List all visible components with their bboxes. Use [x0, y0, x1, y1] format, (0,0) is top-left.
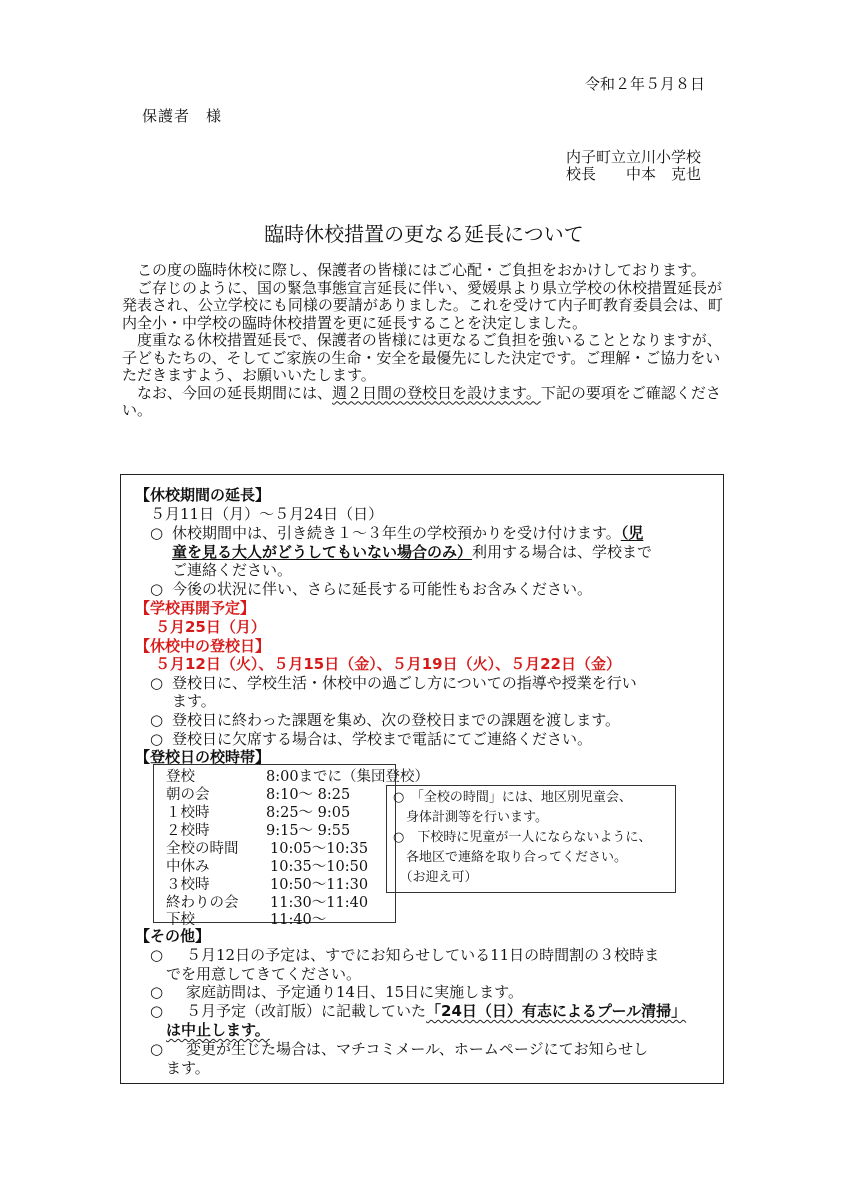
schedule-label: ３校時: [166, 877, 210, 893]
attendance-bullet-1: [150, 672, 637, 693]
schedule-label: ２校時: [166, 823, 210, 839]
bullet-text: 休校期間中は、引き続き１～３年生の学校預かりを受け付けます。: [172, 524, 621, 542]
emphasis-text: 童を見る大人がどうしてもいない場合のみ）: [172, 543, 473, 561]
note-line: ○ 「全校の時間」には、地区別児童会、: [393, 790, 632, 805]
bullet-text: 利用する場合は、学校まで: [472, 543, 653, 561]
closure-bullet-2: [150, 578, 592, 599]
schedule-label: １校時: [166, 805, 210, 821]
bullet-icon: ○: [150, 580, 164, 598]
intro-paragraph: [122, 385, 734, 420]
bullet-text: 変更が生じた場合は、マチコミメール、ホームページにてお知らせし: [186, 1040, 649, 1058]
bullet-icon: ○: [150, 730, 164, 748]
attendance-dates: ５月12日（火）、５月15日（金）、５月19日（火）、５月22日（金）: [155, 655, 621, 673]
schedule-label: 朝の会: [166, 787, 210, 803]
schedule-heading: 【登校日の校時帯】: [135, 748, 271, 766]
bullet-text: 登校日に、学校生活・休校中の過ごし方についての指導や授業を行い: [172, 674, 637, 692]
schedule-time: 8:25～ 9:05: [266, 805, 351, 821]
closure-period: ５月11日（月）～５月24日（日）: [150, 505, 384, 523]
schedule-label: 登校: [166, 769, 195, 785]
bullet-icon: ○: [150, 524, 164, 542]
schedule-label: 下校: [166, 912, 195, 928]
other-bullet-4-cont: ます。: [166, 1059, 210, 1077]
bullet-icon: ○: [150, 674, 164, 692]
other-bullet-1-cont: でを用意してきてください。: [166, 965, 362, 983]
intro-text: 下記の要項をご確認ください。: [122, 383, 721, 419]
schedule-time: 10:05～10:35: [270, 841, 369, 857]
bullet-icon: ○: [150, 1002, 164, 1020]
intro-paragraph: この度の臨時休校に際し、保護者の皆様にはご心配・ご負担をおかけしております。: [137, 261, 706, 279]
intro-text: なお、今回の延長期間には、: [137, 383, 333, 402]
intro-body: [122, 262, 734, 420]
bullet-text: ５月予定（改訂版）に記載していた: [186, 1002, 427, 1020]
other-bullet-3-cont: は中止します。: [166, 1021, 270, 1039]
reopen-date: ５月25日（月）: [155, 618, 266, 636]
attendance-bullet-1-cont: ます。: [172, 692, 216, 710]
attendance-bullet-2: [150, 709, 620, 730]
attendance-heading: 【休校中の登校日】: [135, 637, 271, 655]
intro-paragraph: 度重なる休校措置延長で、保護者の皆様には更なるご負担を強いることとなりますが、子どもたちの、そしてご家族の生命・安全を最優先にした決定です。ご理解・ご協力をいただきますよう、お願いいたします。: [122, 331, 722, 384]
document-title: 臨時休校措置の更なる延長について: [264, 222, 584, 246]
schedule-time: 8:10～ 8:25: [266, 787, 351, 803]
schedule-time: 10:35～10:50: [270, 859, 369, 875]
schedule-label: 全校の時間: [166, 841, 239, 857]
bullet-text: 今後の状況に伴い、さらに延長する可能性もお含みください。: [172, 580, 593, 598]
closure-heading: 【休校期間の延長】: [135, 486, 271, 504]
other-bullet-1: [150, 944, 659, 965]
note-line: 身体計測等を行います。: [393, 810, 548, 825]
bullet-text: 家庭訪問は、予定通り14日、15日に実施します。: [186, 983, 523, 1001]
emphasis-text: 「24日（日）有志によるプール清掃」: [426, 1002, 687, 1020]
schedule-time: 8:00までに（集団登校）: [266, 769, 430, 785]
note-line: ○ 下校時に児童が一人にならないように、: [393, 830, 652, 845]
closure-bullet-1-cont2: ご連絡ください。: [172, 561, 293, 579]
schedule-note-box: [386, 785, 676, 893]
bullet-icon: ○: [150, 946, 164, 964]
bullet-text: ５月12日の予定は、すでにお知らせしている11日の時間割の３校時ま: [186, 946, 660, 964]
other-heading: 【その他】: [135, 927, 211, 945]
bullet-text: 登校日に欠席する場合は、学校まで電話にてご連絡ください。: [172, 730, 593, 748]
recipient: 保護者 様: [142, 107, 223, 125]
principal-name: 校長 中本 克也: [566, 165, 702, 183]
school-name: 内子町立立川小学校: [566, 148, 702, 166]
other-bullet-4: [150, 1038, 648, 1059]
bullet-icon: ○: [150, 1040, 164, 1058]
schedule-label: 中休み: [166, 859, 210, 875]
bullet-icon: ○: [150, 711, 164, 729]
emphasis-text: （児: [620, 524, 644, 542]
note-line: （お迎え可）: [393, 870, 478, 885]
note-line: 各地区で連絡を取り合ってください。: [393, 850, 628, 865]
schedule-time: 11:40～: [270, 912, 327, 928]
other-bullet-3: [150, 1000, 686, 1021]
reopen-heading: 【学校再開予定】: [135, 599, 256, 617]
bullet-icon: ○: [150, 983, 164, 1001]
intro-paragraph: ご存じのように、国の緊急事態宣言延長に伴い、愛媛県より県立学校の休校措置延長が発表され、公立学校にも同様の要請がありました。これを受けて内子町教育委員会は、町内全小・中学校の臨時休校措置を更に延長することを決定しました。: [122, 278, 723, 332]
closure-bullet-1: [150, 522, 643, 543]
emphasis-text: 週２日間の登校日を設けます。: [332, 383, 541, 402]
details-box: [120, 474, 724, 1084]
document-date: 令和２年５月８日: [585, 75, 706, 93]
schedule-time: 9:15～ 9:55: [266, 823, 351, 839]
bullet-text: 登校日に終わった課題を集め、次の登校日までの課題を渡します。: [172, 711, 621, 729]
schedule-label: 終わりの会: [166, 895, 239, 911]
other-bullet-2: [150, 981, 523, 1002]
schedule-time: 10:50～11:30: [270, 877, 369, 893]
schedule-time: 11:30～11:40: [270, 895, 369, 911]
